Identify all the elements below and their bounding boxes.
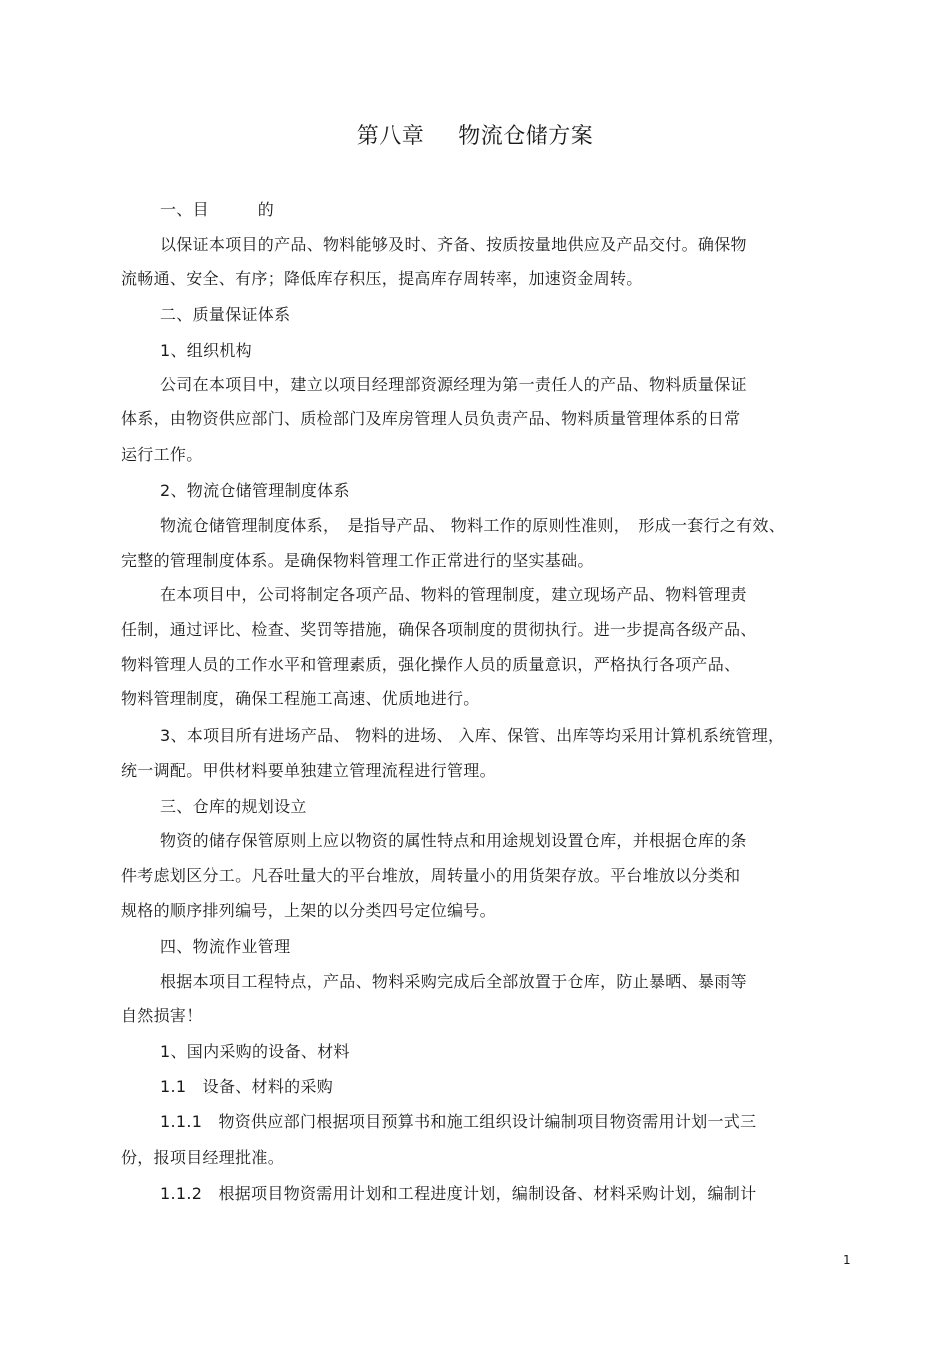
- text-line: 规格的顺序排列编号，上架的以分类四号定位编号。: [121, 901, 496, 920]
- text-line: 任制，通过评比、检查、奖罚等措施，确保各项制度的贯彻执行。进一步提高各级产品、: [121, 620, 757, 639]
- text-line: 三、仓库的规划设立: [160, 797, 307, 816]
- text-line: 物料管理制度，确保工程施工高速、优质地进行。: [121, 689, 480, 708]
- chapter-title: [0, 122, 950, 152]
- text-line: 统一调配。甲供材料要单独建立管理流程进行管理。: [121, 761, 496, 780]
- text-line: 3、本项目所有进场产品、 物料的进场、 入库、保管、出库等均采用计算机系统管理，: [160, 726, 785, 745]
- text-line: 体系，由物资供应部门、质检部门及库房管理人员负责产品、物料质量管理体系的日常: [121, 409, 741, 428]
- text-line: 2、物流仓储管理制度体系: [160, 481, 350, 500]
- text-line: 件考虑划区分工。凡吞吐量大的平台堆放，周转量小的用货架存放。平台堆放以分类和: [121, 866, 741, 885]
- text-line: 1.1.1 物资供应部门根据项目预算书和施工组织设计编制项目物资需用计划一式三: [160, 1112, 757, 1131]
- text-line: 完整的管理制度体系。是确保物料管理工作正常进行的坚实基础。: [121, 551, 594, 570]
- text-line: 1.1 设备、材料的采购: [160, 1077, 334, 1096]
- text-line: 根据本项目工程特点，产品、物料采购完成后全部放置于仓库，防止暴晒、暴雨等: [160, 972, 747, 991]
- text-line: 1、国内采购的设备、材料: [160, 1042, 350, 1061]
- text-line: 一、目 的: [160, 200, 275, 219]
- text-line: 1.1.2 根据项目物资需用计划和工程进度计划，编制设备、材料采购计划，编制计: [160, 1184, 757, 1203]
- text-line: 运行工作。: [121, 445, 203, 464]
- text-line: 物料管理人员的工作水平和管理素质，强化操作人员的质量意识，严格执行各项产品、: [121, 655, 741, 674]
- page-number: 1: [843, 1253, 851, 1267]
- chapter-name: 物流仓储方案: [458, 124, 594, 149]
- text-line: 1、组织机构: [160, 341, 252, 360]
- text-line: 物流仓储管理制度体系， 是指导产品、 物料工作的原则性准则， 形成一套行之有效、: [160, 516, 786, 535]
- text-line: 份，报项目经理批准。: [121, 1148, 285, 1167]
- text-line: 在本项目中，公司将制定各项产品、物料的管理制度，建立现场产品、物料管理责: [160, 585, 747, 604]
- text-line: 物资的储存保管原则上应以物资的属性特点和用途规划设置仓库，并根据仓库的条: [160, 831, 747, 850]
- text-line: 四、物流作业管理: [160, 937, 291, 956]
- text-line: 公司在本项目中，建立以项目经理部资源经理为第一责任人的产品、物料质量保证: [160, 375, 747, 394]
- chapter-number: 第八章: [356, 124, 425, 149]
- text-line: 自然损害！: [121, 1006, 203, 1025]
- text-line: 二、质量保证体系: [160, 305, 291, 324]
- text-line: 以保证本项目的产品、物料能够及时、齐备、按质按量地供应及产品交付。确保物: [160, 235, 747, 254]
- text-line: 流畅通、安全、有序；降低库存积压，提高库存周转率，加速资金周转。: [121, 269, 643, 288]
